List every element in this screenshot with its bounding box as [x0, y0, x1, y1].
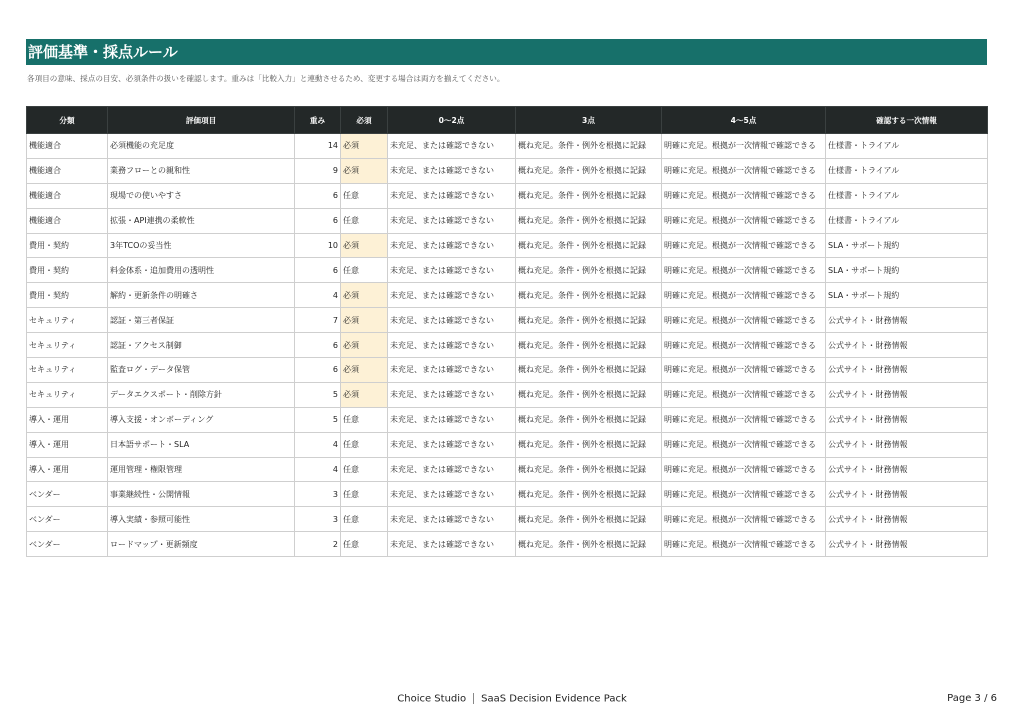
- cell-source: 公式サイト・財務情報: [826, 358, 988, 383]
- cell-item: 導入支援・オンボーディング: [108, 407, 295, 432]
- table-row: [27, 233, 988, 258]
- intro-text: 各項目の意味、採点の目安、必須条件の扱いを確認します。重みは「比較入力」と連動させるため、変更する場合は両方を揃えてください。: [27, 74, 505, 83]
- cell-source: 公式サイト・財務情報: [826, 482, 988, 507]
- cell-weight: 3: [295, 507, 341, 532]
- cell-weight: 10: [295, 233, 341, 258]
- cell-item: ロードマップ・更新頻度: [108, 532, 295, 557]
- cell-score-0-2: 未充足、または確認できない: [388, 358, 516, 383]
- table-row: [27, 457, 988, 482]
- cell-required: 任意: [341, 482, 388, 507]
- cell-category: セキュリティ: [27, 382, 108, 407]
- cell-item: 認証・アクセス制御: [108, 333, 295, 358]
- cell-category: 導入・運用: [27, 407, 108, 432]
- cell-score-3: 概ね充足。条件・例外を根拠に記録: [516, 208, 662, 233]
- cell-weight: 6: [295, 358, 341, 383]
- cell-score-3: 概ね充足。条件・例外を根拠に記録: [516, 407, 662, 432]
- cell-category: 機能適合: [27, 134, 108, 159]
- cell-item: 日本語サポート・SLA: [108, 432, 295, 457]
- cell-source: 仕様書・トライアル: [826, 158, 988, 183]
- table-row: [27, 432, 988, 457]
- cell-score-4-5: 明確に充足。根拠が一次情報で確認できる: [662, 507, 826, 532]
- cell-category: 機能適合: [27, 183, 108, 208]
- cell-weight: 6: [295, 208, 341, 233]
- cell-item: 現場での使いやすさ: [108, 183, 295, 208]
- cell-source: SLA・サポート規約: [826, 233, 988, 258]
- cell-item: 解約・更新条件の明確さ: [108, 283, 295, 308]
- cell-weight: 4: [295, 283, 341, 308]
- cell-score-0-2: 未充足、または確認できない: [388, 308, 516, 333]
- cell-item: 拡張・API連携の柔軟性: [108, 208, 295, 233]
- page-title: 評価基準・採点ルール: [26, 39, 987, 65]
- table-row: [27, 333, 988, 358]
- cell-category: ベンダー: [27, 507, 108, 532]
- criteria-table: [26, 106, 988, 557]
- cell-score-0-2: 未充足、または確認できない: [388, 382, 516, 407]
- cell-score-3: 概ね充足。条件・例外を根拠に記録: [516, 457, 662, 482]
- cell-score-4-5: 明確に充足。根拠が一次情報で確認できる: [662, 532, 826, 557]
- cell-category: 機能適合: [27, 208, 108, 233]
- cell-weight: 2: [295, 532, 341, 557]
- cell-category: ベンダー: [27, 482, 108, 507]
- cell-category: 費用・契約: [27, 283, 108, 308]
- cell-category: セキュリティ: [27, 308, 108, 333]
- cell-required: 任意: [341, 532, 388, 557]
- cell-score-3: 概ね充足。条件・例外を根拠に記録: [516, 258, 662, 283]
- cell-score-0-2: 未充足、または確認できない: [388, 134, 516, 159]
- cell-score-0-2: 未充足、または確認できない: [388, 532, 516, 557]
- footer-product: SaaS Decision Evidence Pack: [481, 693, 627, 705]
- cell-weight: 6: [295, 183, 341, 208]
- cell-score-0-2: 未充足、または確認できない: [388, 333, 516, 358]
- cell-required: 任意: [341, 507, 388, 532]
- cell-score-4-5: 明確に充足。根拠が一次情報で確認できる: [662, 283, 826, 308]
- cell-category: ベンダー: [27, 532, 108, 557]
- cell-score-0-2: 未充足、または確認できない: [388, 158, 516, 183]
- cell-score-4-5: 明確に充足。根拠が一次情報で確認できる: [662, 407, 826, 432]
- cell-score-3: 概ね充足。条件・例外を根拠に記録: [516, 382, 662, 407]
- cell-category: 機能適合: [27, 158, 108, 183]
- cell-item: 運用管理・権限管理: [108, 457, 295, 482]
- footer-brand: Choice Studio: [397, 693, 467, 705]
- cell-score-3: 概ね充足。条件・例外を根拠に記録: [516, 358, 662, 383]
- cell-score-3: 概ね充足。条件・例外を根拠に記録: [516, 333, 662, 358]
- header-weight: 重み: [295, 107, 341, 134]
- table-row: [27, 532, 988, 557]
- cell-score-4-5: 明確に充足。根拠が一次情報で確認できる: [662, 233, 826, 258]
- cell-source: 公式サイト・財務情報: [826, 457, 988, 482]
- cell-score-4-5: 明確に充足。根拠が一次情報で確認できる: [662, 208, 826, 233]
- cell-score-4-5: 明確に充足。根拠が一次情報で確認できる: [662, 258, 826, 283]
- header-score-3: 3点: [516, 107, 662, 134]
- cell-source: 公式サイト・財務情報: [826, 432, 988, 457]
- table-row: [27, 183, 988, 208]
- cell-required: 任意: [341, 432, 388, 457]
- cell-score-0-2: 未充足、または確認できない: [388, 208, 516, 233]
- cell-required: 必須: [341, 233, 388, 258]
- cell-item: 導入実績・参照可能性: [108, 507, 295, 532]
- cell-score-0-2: 未充足、または確認できない: [388, 407, 516, 432]
- cell-source: 公式サイト・財務情報: [826, 407, 988, 432]
- cell-weight: 9: [295, 158, 341, 183]
- cell-required: 必須: [341, 134, 388, 159]
- cell-score-4-5: 明確に充足。根拠が一次情報で確認できる: [662, 308, 826, 333]
- table-row: [27, 407, 988, 432]
- cell-required: 必須: [341, 358, 388, 383]
- cell-item: 業務フローとの親和性: [108, 158, 295, 183]
- table-row: [27, 507, 988, 532]
- cell-required: 必須: [341, 158, 388, 183]
- cell-score-3: 概ね充足。条件・例外を根拠に記録: [516, 308, 662, 333]
- cell-score-3: 概ね充足。条件・例外を根拠に記録: [516, 507, 662, 532]
- cell-weight: 5: [295, 407, 341, 432]
- cell-source: SLA・サポート規約: [826, 283, 988, 308]
- cell-score-0-2: 未充足、または確認できない: [388, 457, 516, 482]
- cell-weight: 4: [295, 432, 341, 457]
- cell-category: セキュリティ: [27, 333, 108, 358]
- cell-weight: 5: [295, 382, 341, 407]
- cell-weight: 4: [295, 457, 341, 482]
- header-score-4-5: 4〜5点: [662, 107, 826, 134]
- cell-score-3: 概ね充足。条件・例外を根拠に記録: [516, 158, 662, 183]
- cell-score-4-5: 明確に充足。根拠が一次情報で確認できる: [662, 358, 826, 383]
- cell-category: 費用・契約: [27, 258, 108, 283]
- cell-required: 必須: [341, 333, 388, 358]
- cell-required: 任意: [341, 183, 388, 208]
- cell-score-4-5: 明確に充足。根拠が一次情報で確認できる: [662, 134, 826, 159]
- cell-required: 必須: [341, 308, 388, 333]
- cell-score-0-2: 未充足、または確認できない: [388, 507, 516, 532]
- table-row: [27, 283, 988, 308]
- cell-category: 費用・契約: [27, 233, 108, 258]
- cell-score-0-2: 未充足、または確認できない: [388, 283, 516, 308]
- cell-score-4-5: 明確に充足。根拠が一次情報で確認できる: [662, 432, 826, 457]
- cell-source: 公式サイト・財務情報: [826, 333, 988, 358]
- cell-item: 認証・第三者保証: [108, 308, 295, 333]
- cell-weight: 6: [295, 258, 341, 283]
- cell-item: 監査ログ・データ保管: [108, 358, 295, 383]
- cell-score-3: 概ね充足。条件・例外を根拠に記録: [516, 134, 662, 159]
- cell-score-0-2: 未充足、または確認できない: [388, 432, 516, 457]
- cell-source: SLA・サポート規約: [826, 258, 988, 283]
- header-source: 確認する一次情報: [826, 107, 988, 134]
- header-score-0-2: 0〜2点: [388, 107, 516, 134]
- cell-score-3: 概ね充足。条件・例外を根拠に記録: [516, 482, 662, 507]
- cell-source: 公式サイト・財務情報: [826, 532, 988, 557]
- cell-score-4-5: 明確に充足。根拠が一次情報で確認できる: [662, 333, 826, 358]
- cell-score-3: 概ね充足。条件・例外を根拠に記録: [516, 432, 662, 457]
- header-required: 必須: [341, 107, 388, 134]
- table-row: [27, 208, 988, 233]
- cell-score-3: 概ね充足。条件・例外を根拠に記録: [516, 532, 662, 557]
- cell-required: 任意: [341, 407, 388, 432]
- cell-category: 導入・運用: [27, 432, 108, 457]
- cell-weight: 6: [295, 333, 341, 358]
- cell-score-4-5: 明確に充足。根拠が一次情報で確認できる: [662, 382, 826, 407]
- cell-score-0-2: 未充足、または確認できない: [388, 183, 516, 208]
- cell-score-4-5: 明確に充足。根拠が一次情報で確認できる: [662, 457, 826, 482]
- cell-weight: 3: [295, 482, 341, 507]
- cell-item: 必須機能の充足度: [108, 134, 295, 159]
- cell-source: 仕様書・トライアル: [826, 134, 988, 159]
- table-row: [27, 482, 988, 507]
- cell-category: セキュリティ: [27, 358, 108, 383]
- cell-score-4-5: 明確に充足。根拠が一次情報で確認できる: [662, 482, 826, 507]
- header-category: 分類: [27, 107, 108, 134]
- cell-required: 必須: [341, 382, 388, 407]
- table-row: [27, 134, 988, 159]
- cell-score-3: 概ね充足。条件・例外を根拠に記録: [516, 283, 662, 308]
- cell-item: 3年TCOの妥当性: [108, 233, 295, 258]
- table-header-row: [27, 107, 988, 134]
- cell-category: 導入・運用: [27, 457, 108, 482]
- footer-separator: [473, 693, 474, 704]
- cell-source: 公式サイト・財務情報: [826, 382, 988, 407]
- cell-required: 任意: [341, 457, 388, 482]
- cell-source: 仕様書・トライアル: [826, 208, 988, 233]
- cell-required: 任意: [341, 208, 388, 233]
- cell-score-3: 概ね充足。条件・例外を根拠に記録: [516, 183, 662, 208]
- table-row: [27, 358, 988, 383]
- cell-source: 公式サイト・財務情報: [826, 507, 988, 532]
- cell-weight: 7: [295, 308, 341, 333]
- cell-score-4-5: 明確に充足。根拠が一次情報で確認できる: [662, 158, 826, 183]
- cell-score-0-2: 未充足、または確認できない: [388, 482, 516, 507]
- cell-score-4-5: 明確に充足。根拠が一次情報で確認できる: [662, 183, 826, 208]
- table-row: [27, 382, 988, 407]
- cell-score-3: 概ね充足。条件・例外を根拠に記録: [516, 233, 662, 258]
- table-row: [27, 308, 988, 333]
- header-item: 評価項目: [108, 107, 295, 134]
- cell-weight: 14: [295, 134, 341, 159]
- cell-score-0-2: 未充足、または確認できない: [388, 258, 516, 283]
- page-number: Page 3 / 6: [947, 693, 997, 704]
- table-row: [27, 258, 988, 283]
- cell-required: 必須: [341, 283, 388, 308]
- cell-score-0-2: 未充足、または確認できない: [388, 233, 516, 258]
- cell-item: 事業継続性・公開情報: [108, 482, 295, 507]
- cell-item: データエクスポート・削除方針: [108, 382, 295, 407]
- cell-item: 料金体系・追加費用の透明性: [108, 258, 295, 283]
- cell-required: 任意: [341, 258, 388, 283]
- cell-source: 公式サイト・財務情報: [826, 308, 988, 333]
- cell-source: 仕様書・トライアル: [826, 183, 988, 208]
- footer: [0, 693, 1024, 705]
- table-row: [27, 158, 988, 183]
